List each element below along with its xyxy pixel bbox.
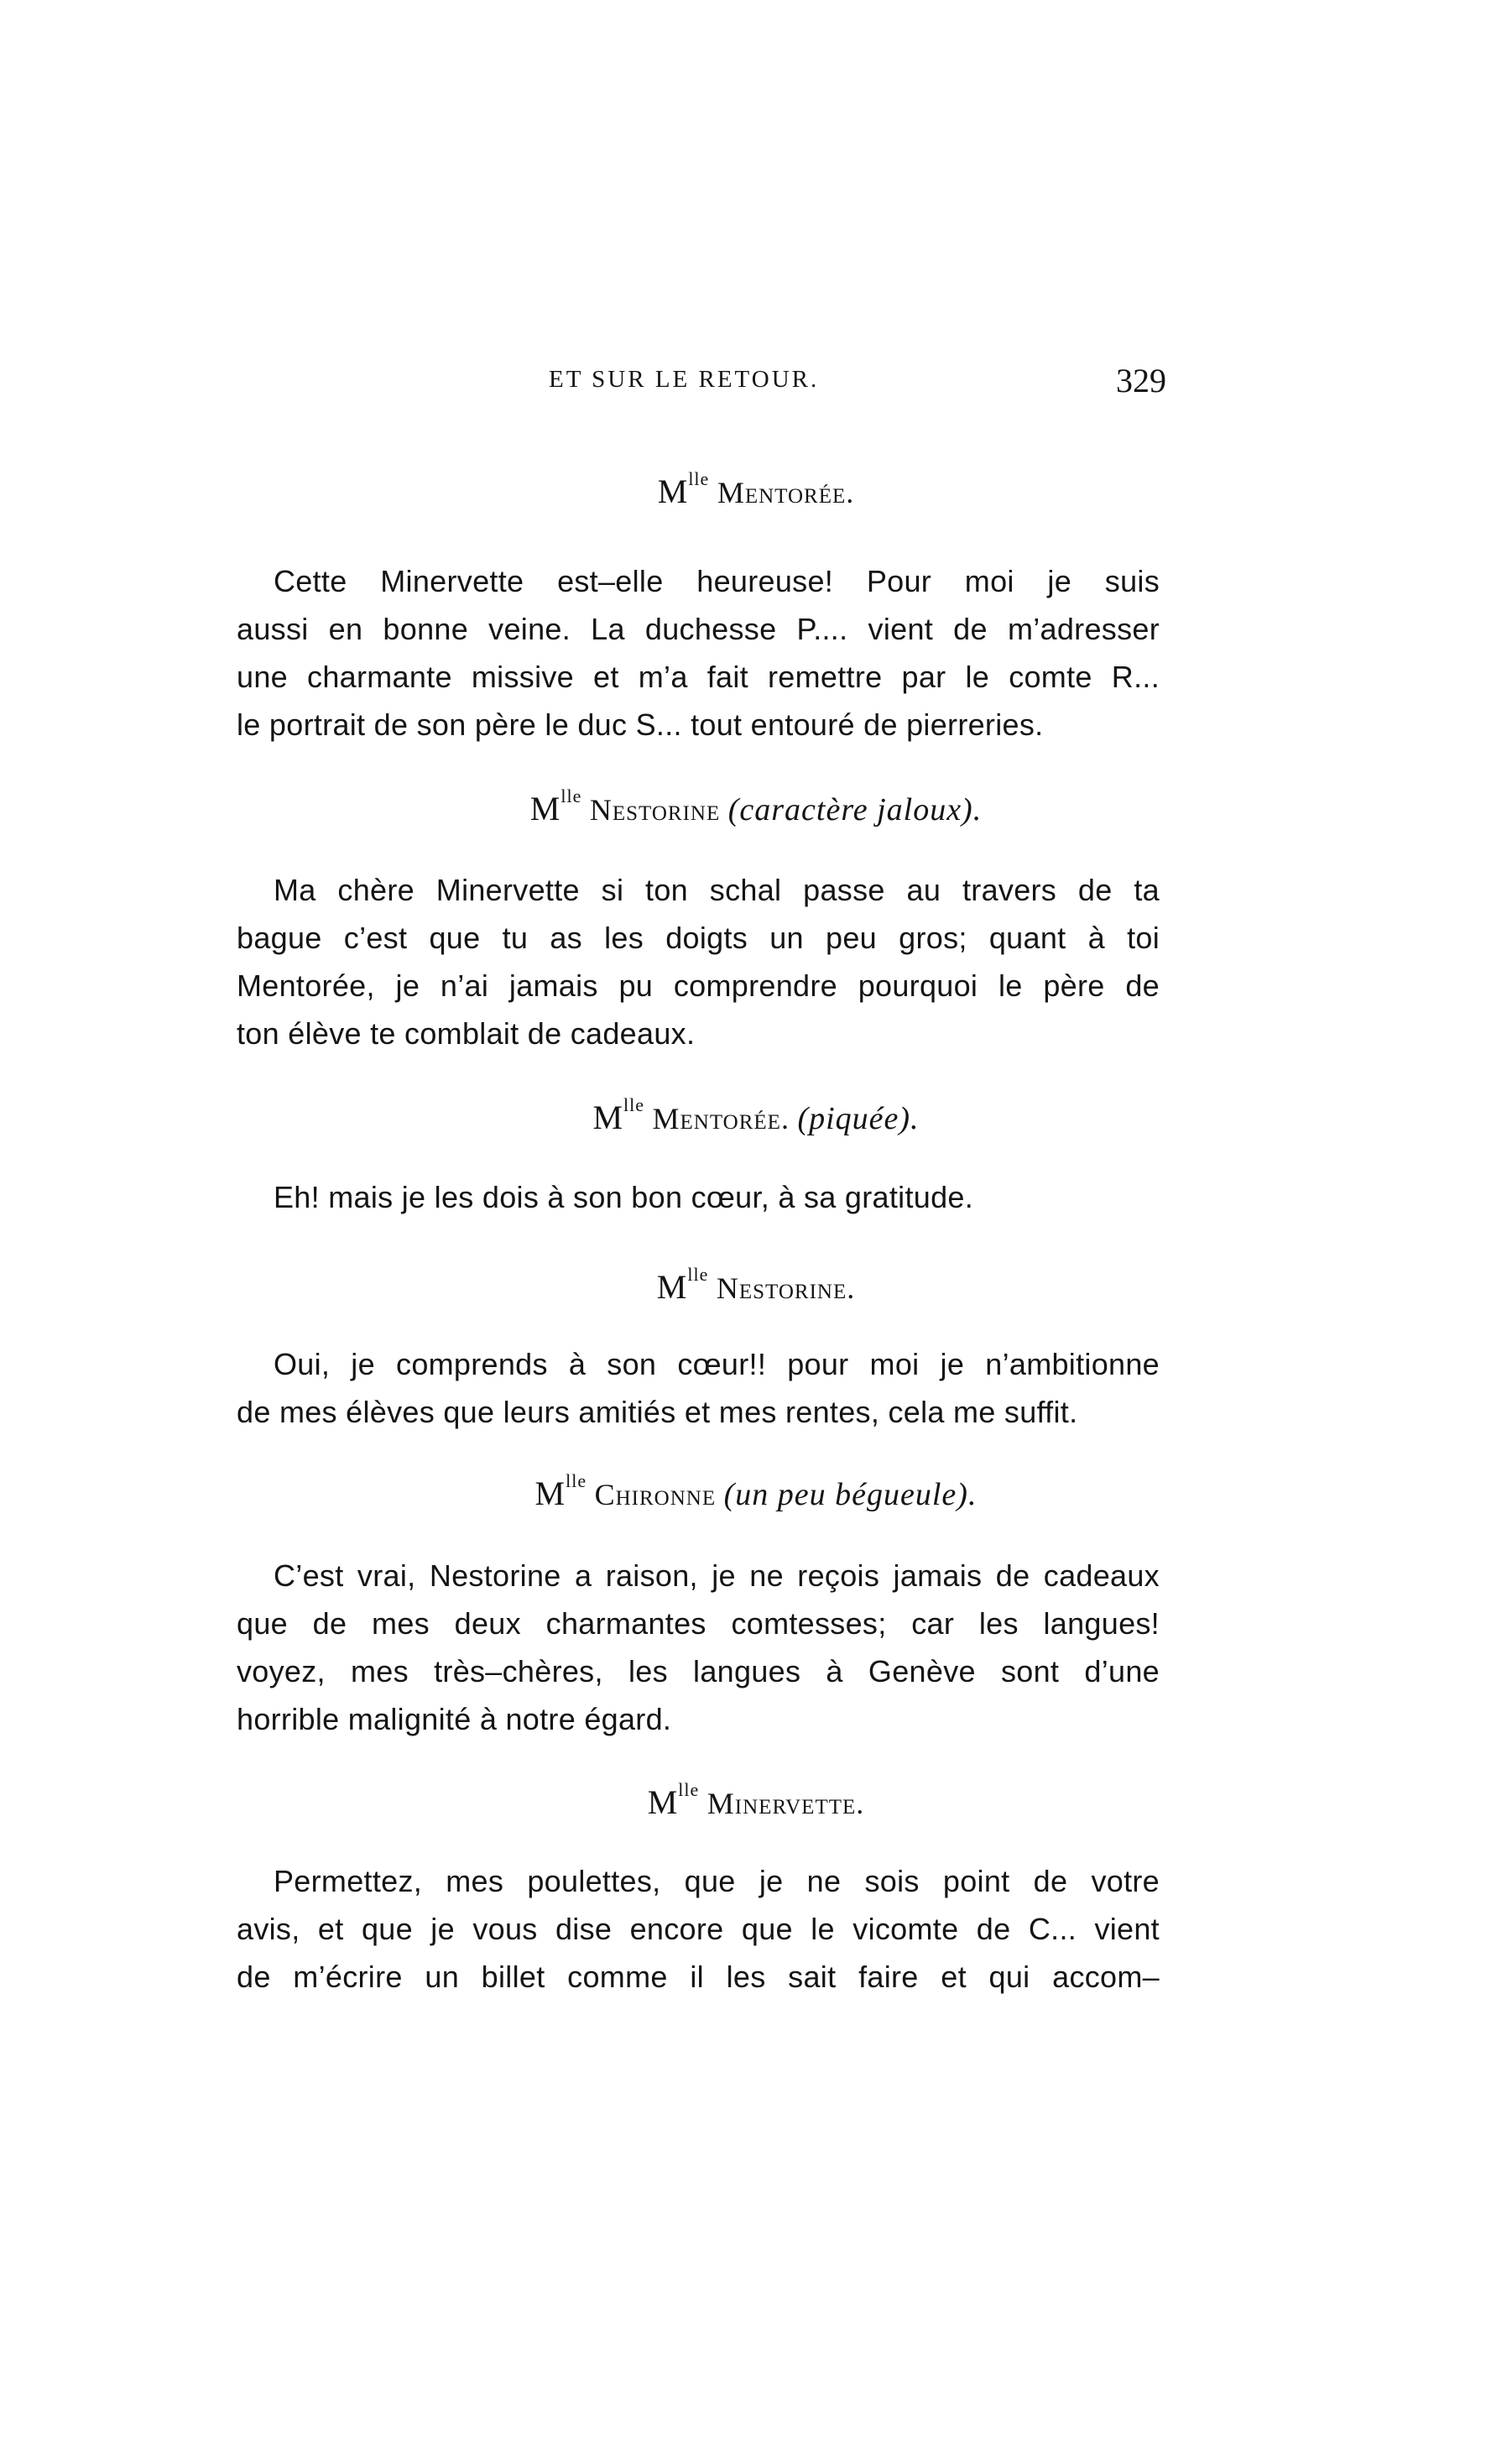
dialogue-paragraph	[237, 1552, 1160, 1743]
speaker-heading	[0, 1094, 1512, 1137]
speaker-title: $M^{lle}$	[529, 785, 582, 827]
speaker-name: Mentorée.	[652, 1102, 790, 1135]
speaker-name: Nestorine.	[716, 1271, 856, 1305]
text-line: une charmante missive et m’a fait remettre par le comte R...	[237, 660, 1160, 694]
dialogue-paragraph	[237, 557, 1160, 749]
speaker-heading	[0, 1779, 1512, 1822]
text-line: le portrait de son père le duc S... tout entouré de pierreries.	[237, 707, 1044, 742]
running-head: ET SUR LE RETOUR.	[549, 366, 820, 393]
text-line: aussi en bonne veine. La duchesse P.... vient de m’adresser	[237, 612, 1160, 646]
speaker-title: $M^{lle}$	[656, 1264, 709, 1306]
text-line: Mentorée, je n’ai jamais pu comprendre pourquoi le père de	[237, 968, 1160, 1003]
speaker-name: Minervette.	[706, 1787, 865, 1820]
dialogue-paragraph	[237, 1857, 1160, 2001]
speaker-title: $M^{lle}$	[592, 1094, 645, 1136]
dialogue-paragraph	[237, 866, 1160, 1057]
text-line: que de mes deux charmantes comtesses; car les langues!	[237, 1606, 1160, 1641]
text-line: Eh! mais je les dois à son bon cœur, à sa gratitude.	[274, 1180, 974, 1214]
text-line: horrible malignité à notre égard.	[237, 1702, 672, 1736]
text-line: bague c’est que tu as les doigts un peu gros; quant à toi	[237, 921, 1160, 955]
speaker-heading	[0, 468, 1512, 511]
speaker-heading	[0, 1264, 1512, 1307]
text-line: voyez, mes très–chères, les langues à Genève sont d’une	[237, 1654, 1160, 1688]
speaker-name: Chironne	[594, 1478, 717, 1511]
dialogue-paragraph	[237, 1340, 1160, 1436]
text-line: Cette Minervette est–elle heureuse! Pour moi je suis	[274, 564, 1160, 598]
speaker-heading	[0, 785, 1512, 828]
speaker-title: $M^{lle}$	[657, 468, 710, 510]
speaker-title: $M^{lle}$	[647, 1779, 700, 1821]
text-line: Oui, je comprends à son cœur!! pour moi je n’ambitionne	[274, 1347, 1160, 1381]
stage-direction: (un peu bégueule).	[723, 1477, 978, 1512]
text-line: Ma chère Minervette si ton schal passe au travers de ta	[274, 873, 1160, 907]
dialogue-paragraph	[237, 1173, 1160, 1221]
speaker-heading	[0, 1470, 1512, 1513]
text-line: ton élève te comblait de cadeaux.	[237, 1016, 696, 1051]
text-line: C’est vrai, Nestorine a raison, je ne reçois jamais de cadeaux	[274, 1558, 1160, 1593]
stage-direction: (piquée).	[797, 1101, 920, 1136]
text-line: de mes élèves que leurs amitiés et mes rentes, cela me suffit.	[237, 1395, 1078, 1429]
speaker-name: Mentorée.	[717, 476, 855, 509]
text-line: de m’écrire un billet comme il les sait faire et qui accom–	[237, 1960, 1160, 1994]
text-line: Permettez, mes poulettes, que je ne sois point de votre	[274, 1864, 1160, 1898]
speaker-name: Nestorine	[589, 793, 721, 827]
speaker-title: $M^{lle}$	[534, 1470, 587, 1512]
stage-direction: (caractère jaloux).	[727, 792, 983, 827]
page-number: 329	[1116, 362, 1166, 399]
text-line: avis, et que je vous dise encore que le vicomte de C... vient	[237, 1912, 1160, 1946]
